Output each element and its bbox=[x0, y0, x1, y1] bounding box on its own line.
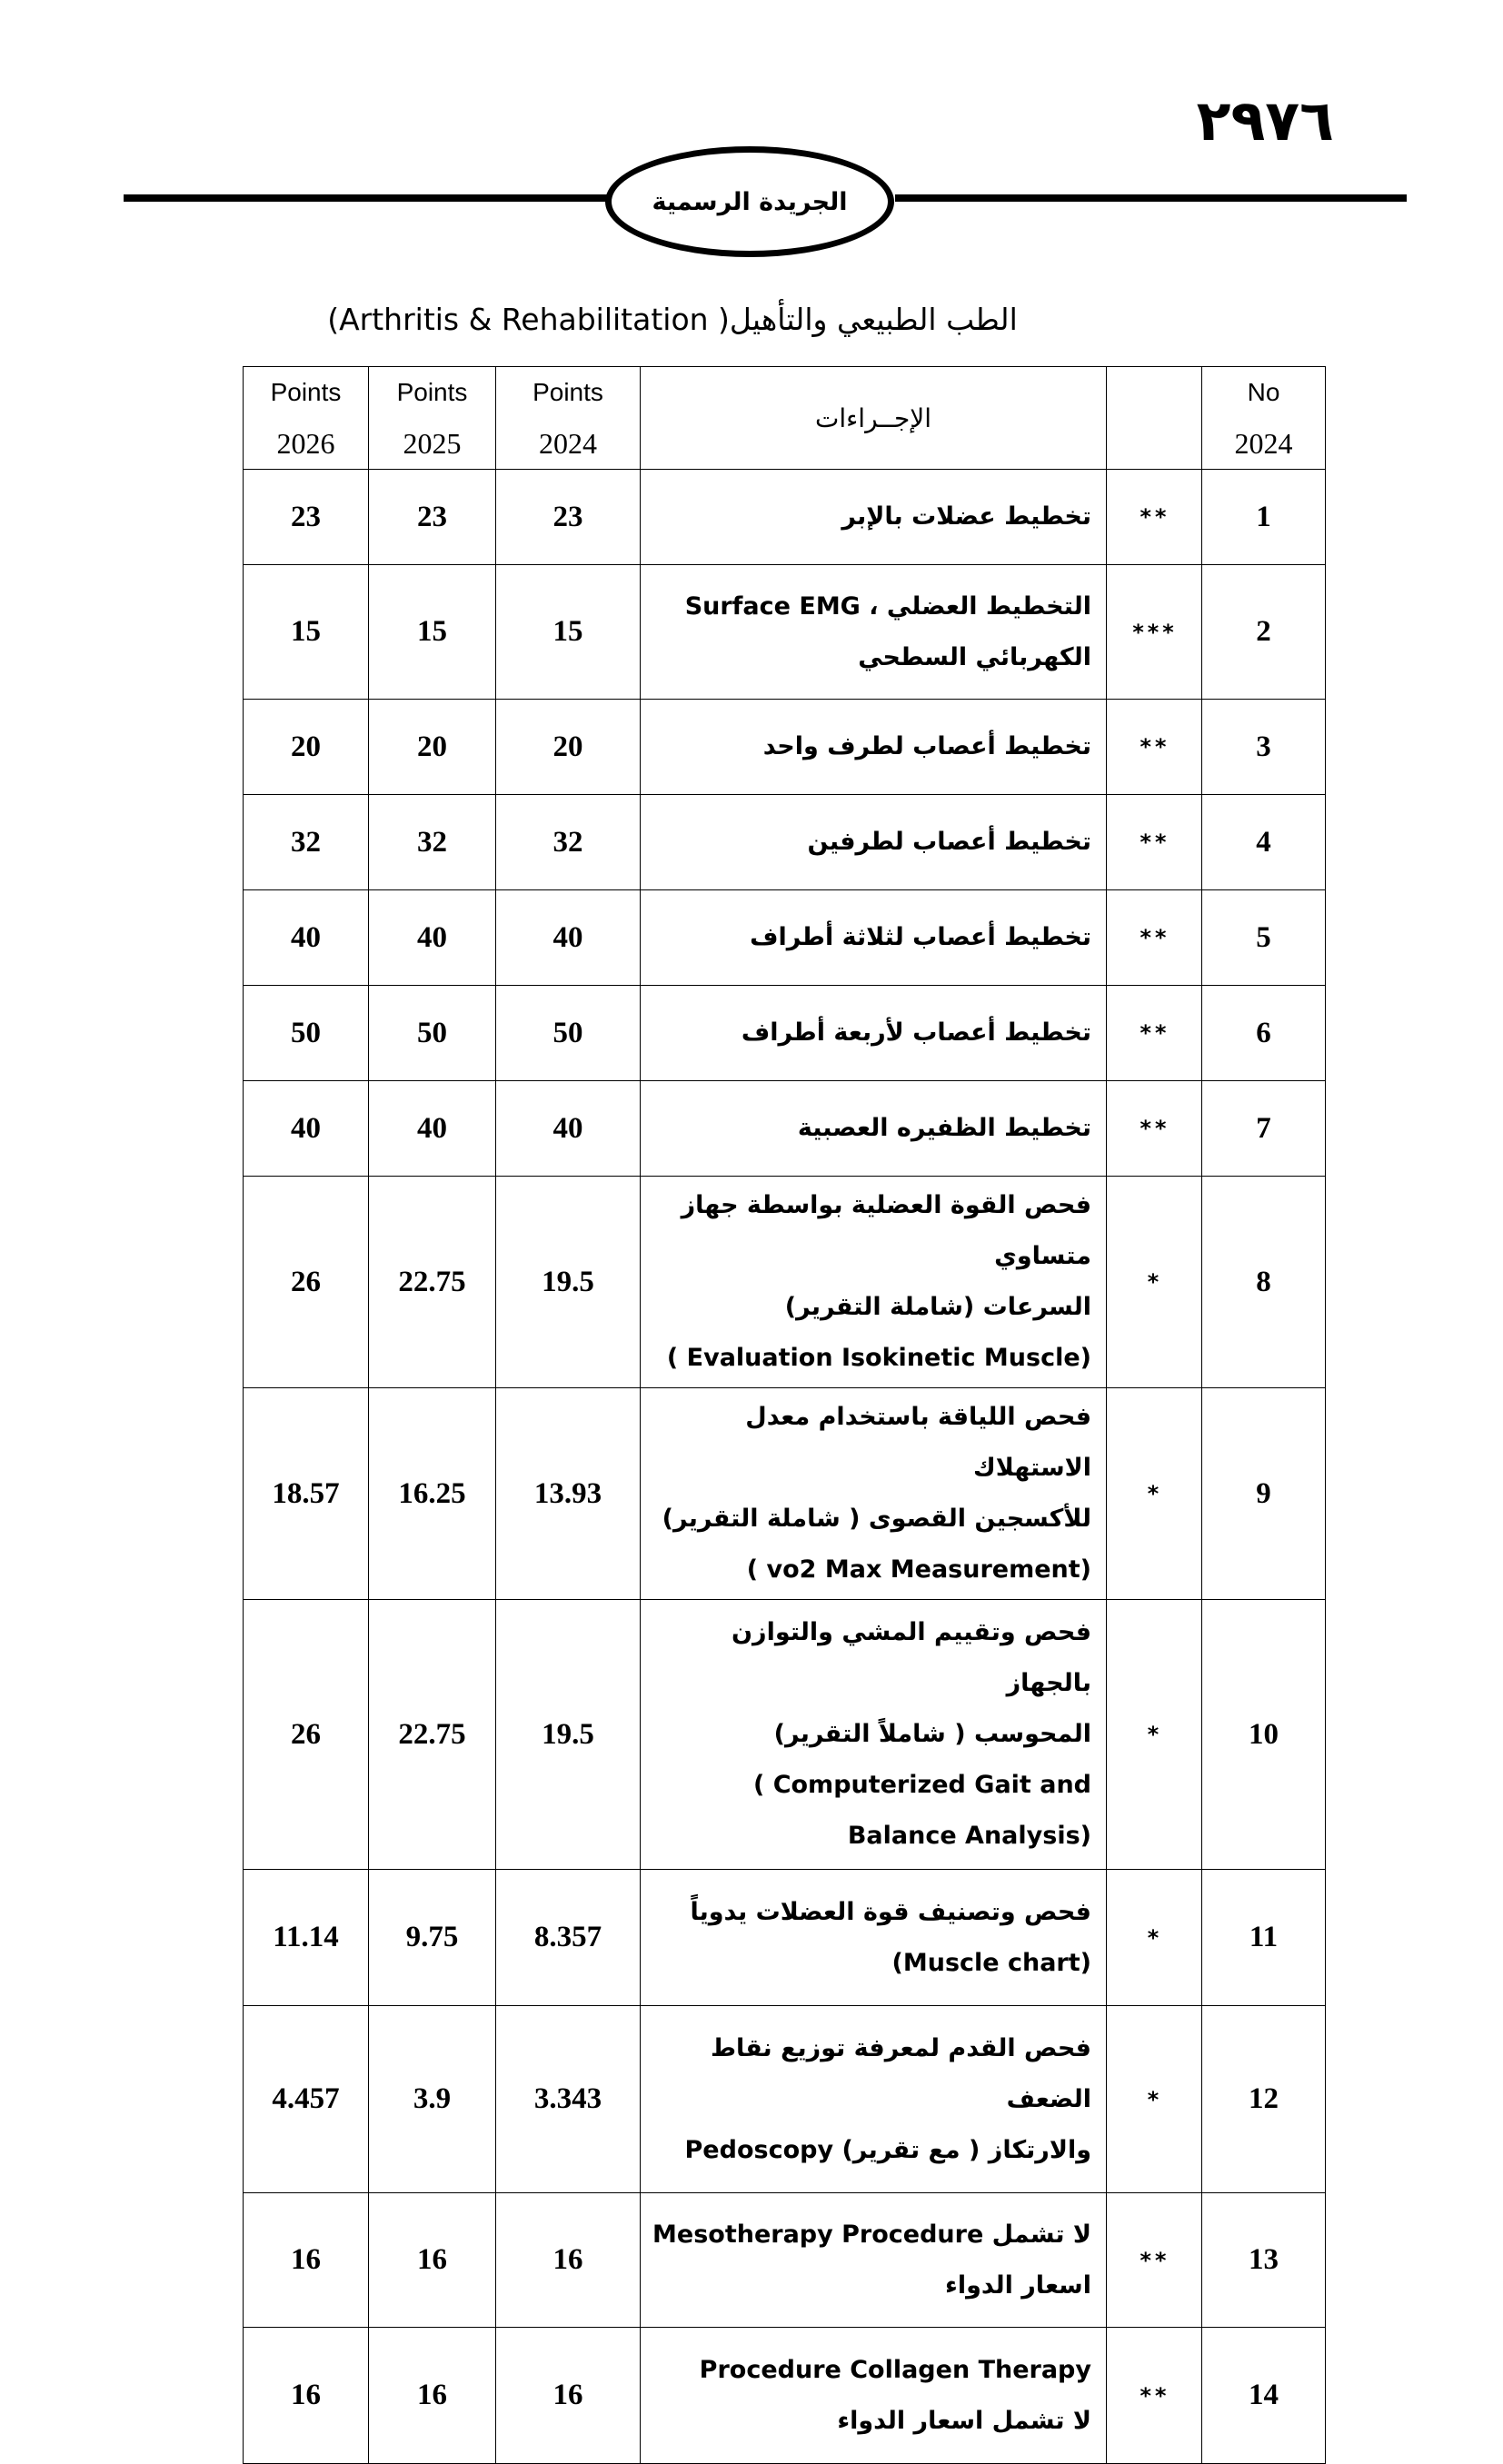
gazette-header-oval bbox=[605, 146, 894, 257]
points-2024-cell: 19.5 bbox=[496, 1600, 641, 1870]
table-row bbox=[244, 986, 1326, 1081]
points-2025-cell: 22.75 bbox=[369, 1177, 496, 1388]
points-2025-cell: 32 bbox=[369, 795, 496, 890]
points-2024-cell: 20 bbox=[496, 700, 641, 795]
category-mark-cell: * bbox=[1107, 1600, 1202, 1870]
row-number-cell: 5 bbox=[1202, 890, 1326, 986]
row-number-cell: 13 bbox=[1202, 2193, 1326, 2328]
points-2025-cell: 16.25 bbox=[369, 1388, 496, 1600]
procedure-cell bbox=[641, 795, 1107, 890]
points-2024-cell: 3.343 bbox=[496, 2006, 641, 2193]
points-2024-cell: 50 bbox=[496, 986, 641, 1081]
procedure-cell bbox=[641, 1870, 1107, 2006]
row-number-cell: 14 bbox=[1202, 2328, 1326, 2464]
header-points-2024-year: 2024 bbox=[539, 427, 597, 460]
category-mark-cell: ** bbox=[1107, 2193, 1202, 2328]
table-body bbox=[244, 470, 1326, 2464]
category-mark-cell: ** bbox=[1107, 986, 1202, 1081]
category-mark-cell: ** bbox=[1107, 1081, 1202, 1177]
procedure-line: Mesotherapy Procedure لا تشمل bbox=[652, 2220, 1091, 2249]
header-procedures bbox=[641, 367, 1107, 470]
procedure-line: فحص القدم لمعرفة توزيع نقاط الضعف bbox=[710, 2033, 1091, 2113]
procedure-line: تخطيط أعصاب لثلاثة أطراف bbox=[750, 923, 1091, 951]
header-points-2026-label: Points bbox=[270, 378, 342, 406]
points-2026-cell: 11.14 bbox=[244, 1870, 369, 2006]
table-row bbox=[244, 795, 1326, 890]
header-no-label: No bbox=[1247, 378, 1280, 406]
points-2026-cell: 50 bbox=[244, 986, 369, 1081]
category-mark-cell: ** bbox=[1107, 890, 1202, 986]
row-number-cell: 9 bbox=[1202, 1388, 1326, 1600]
points-2024-cell: 8.357 bbox=[496, 1870, 641, 2006]
header-rule-left bbox=[124, 194, 609, 202]
points-2026-cell: 15 bbox=[244, 565, 369, 700]
points-2024-cell: 16 bbox=[496, 2328, 641, 2464]
row-number-cell: 6 bbox=[1202, 986, 1326, 1081]
table-row bbox=[244, 700, 1326, 795]
header-mark bbox=[1107, 367, 1202, 470]
points-2025-cell: 40 bbox=[369, 890, 496, 986]
header-points-2026-year: 2026 bbox=[276, 427, 335, 460]
points-2026-cell: 4.457 bbox=[244, 2006, 369, 2193]
procedure-line: السرعات (شاملة التقرير) bbox=[784, 1293, 1091, 1321]
row-number-cell: 4 bbox=[1202, 795, 1326, 890]
row-number-cell: 1 bbox=[1202, 470, 1326, 565]
points-2025-cell: 16 bbox=[369, 2193, 496, 2328]
points-2025-cell: 20 bbox=[369, 700, 496, 795]
points-2026-cell: 32 bbox=[244, 795, 369, 890]
table-row bbox=[244, 1081, 1326, 1177]
procedure-line: الكهربائي السطحي bbox=[858, 642, 1091, 671]
procedure-line: Procedure Collagen Therapy bbox=[699, 2355, 1091, 2384]
points-2024-cell: 15 bbox=[496, 565, 641, 700]
points-2025-cell: 22.75 bbox=[369, 1600, 496, 1870]
procedure-line: للأكسجين القصوى ( شاملة التقرير) bbox=[662, 1505, 1091, 1533]
procedure-line: (Muscle chart) bbox=[891, 1948, 1091, 1977]
procedure-line: فحص وتصنيف قوة العضلات يدوياً bbox=[690, 1897, 1091, 1926]
table-row bbox=[244, 2006, 1326, 2193]
procedure-cell bbox=[641, 1600, 1107, 1870]
procedure-cell bbox=[641, 1388, 1107, 1600]
points-2025-cell: 9.75 bbox=[369, 1870, 496, 2006]
procedure-cell bbox=[641, 2193, 1107, 2328]
procedure-line: المحوسب ( شاملاً التقرير) bbox=[773, 1720, 1091, 1748]
points-2025-cell: 40 bbox=[369, 1081, 496, 1177]
procedure-line: تخطيط أعصاب لطرف واحد bbox=[762, 732, 1091, 760]
procedure-line: لا تشمل اسعار الدواء bbox=[837, 2406, 1091, 2435]
category-mark-cell: ** bbox=[1107, 2328, 1202, 2464]
category-mark-cell: ** bbox=[1107, 470, 1202, 565]
row-number-cell: 10 bbox=[1202, 1600, 1326, 1870]
category-mark-cell: ** bbox=[1107, 795, 1202, 890]
points-2026-cell: 16 bbox=[244, 2328, 369, 2464]
procedure-cell bbox=[641, 565, 1107, 700]
points-2026-cell: 16 bbox=[244, 2193, 369, 2328]
procedure-cell bbox=[641, 1177, 1107, 1388]
points-2024-cell: 19.5 bbox=[496, 1177, 641, 1388]
category-mark-cell: * bbox=[1107, 1177, 1202, 1388]
points-2024-cell: 40 bbox=[496, 1081, 641, 1177]
procedure-cell bbox=[641, 2006, 1107, 2193]
page-number: ٢٩٧٦ bbox=[1196, 87, 1334, 154]
header-points-2025-year: 2025 bbox=[403, 427, 462, 460]
procedure-line: تخطيط عضلات بالإبر bbox=[841, 502, 1091, 531]
category-mark-cell: ** bbox=[1107, 700, 1202, 795]
category-mark-cell: * bbox=[1107, 2006, 1202, 2193]
table-row bbox=[244, 890, 1326, 986]
table-row bbox=[244, 565, 1326, 700]
procedure-line: فحص اللياقة باستخدام معدل الاستهلاك bbox=[745, 1403, 1091, 1482]
procedure-line: فحص وتقييم المشي والتوازن بالجهاز bbox=[732, 1618, 1091, 1697]
points-2024-cell: 23 bbox=[496, 470, 641, 565]
procedures-table bbox=[243, 366, 1326, 2464]
points-2026-cell: 23 bbox=[244, 470, 369, 565]
procedure-line: Balance Analysis) bbox=[847, 1822, 1091, 1850]
procedure-cell bbox=[641, 470, 1107, 565]
points-2025-cell: 16 bbox=[369, 2328, 496, 2464]
category-mark-cell: * bbox=[1107, 1388, 1202, 1600]
row-number-cell: 3 bbox=[1202, 700, 1326, 795]
points-2026-cell: 26 bbox=[244, 1600, 369, 1870]
procedure-line: اسعار الدواء bbox=[945, 2270, 1091, 2300]
header-no bbox=[1202, 367, 1326, 470]
procedure-cell bbox=[641, 986, 1107, 1081]
points-2026-cell: 20 bbox=[244, 700, 369, 795]
row-number-cell: 11 bbox=[1202, 1870, 1326, 2006]
procedure-line: ( vo2 Max Measurement) bbox=[746, 1555, 1091, 1584]
procedure-line: تخطيط أعصاب لأربعة أطراف bbox=[741, 1018, 1091, 1047]
points-2024-cell: 13.93 bbox=[496, 1388, 641, 1600]
table-row bbox=[244, 470, 1326, 565]
points-2026-cell: 40 bbox=[244, 1081, 369, 1177]
header-no-year: 2024 bbox=[1234, 427, 1293, 460]
procedure-line: والارتكاز ( مع تقرير) Pedoscopy bbox=[684, 2135, 1091, 2164]
category-mark-cell: *** bbox=[1107, 565, 1202, 700]
points-2026-cell: 40 bbox=[244, 890, 369, 986]
procedure-cell bbox=[641, 2328, 1107, 2464]
header-points-2024 bbox=[496, 367, 641, 470]
points-2025-cell: 50 bbox=[369, 986, 496, 1081]
table-row bbox=[244, 1388, 1326, 1600]
table-row bbox=[244, 1600, 1326, 1870]
table-header-row bbox=[244, 367, 1326, 470]
row-number-cell: 2 bbox=[1202, 565, 1326, 700]
header-points-2025-label: Points bbox=[396, 378, 468, 406]
procedure-line: ( Evaluation Isokinetic Muscle) bbox=[666, 1344, 1091, 1372]
procedure-line: ( Computerized Gait and bbox=[752, 1771, 1091, 1799]
procedure-cell bbox=[641, 890, 1107, 986]
table-row bbox=[244, 1177, 1326, 1388]
header-points-2025 bbox=[369, 367, 496, 470]
points-2025-cell: 15 bbox=[369, 565, 496, 700]
points-2024-cell: 32 bbox=[496, 795, 641, 890]
header-rule-right bbox=[895, 194, 1407, 202]
header-points-2026 bbox=[244, 367, 369, 470]
header-procedures-label: الإجــراءات bbox=[815, 402, 931, 433]
points-2025-cell: 3.9 bbox=[369, 2006, 496, 2193]
header-points-2024-label: Points bbox=[533, 378, 603, 406]
points-2026-cell: 18.57 bbox=[244, 1388, 369, 1600]
gazette-name: الجريدة الرسمية bbox=[652, 187, 848, 216]
procedure-line: فحص القوة العضلية بواسطة جهاز متساوي bbox=[681, 1191, 1091, 1270]
procedure-cell bbox=[641, 700, 1107, 795]
procedure-line: تخطيط الظفيره العصبية bbox=[797, 1114, 1091, 1142]
points-2026-cell: 26 bbox=[244, 1177, 369, 1388]
table-row bbox=[244, 2193, 1326, 2328]
points-2025-cell: 23 bbox=[369, 470, 496, 565]
procedure-line: Surface EMG ، التخطيط العضلي bbox=[684, 591, 1091, 621]
table-row bbox=[244, 1870, 1326, 2006]
section-title: الطب الطبيعي والتأهيل( Arthritis & Rehabilitation) bbox=[327, 302, 1018, 337]
points-2024-cell: 40 bbox=[496, 890, 641, 986]
row-number-cell: 12 bbox=[1202, 2006, 1326, 2193]
procedure-line: تخطيط أعصاب لطرفين bbox=[807, 828, 1091, 856]
points-2024-cell: 16 bbox=[496, 2193, 641, 2328]
category-mark-cell: * bbox=[1107, 1870, 1202, 2006]
table-row bbox=[244, 2328, 1326, 2464]
row-number-cell: 8 bbox=[1202, 1177, 1326, 1388]
row-number-cell: 7 bbox=[1202, 1081, 1326, 1177]
procedure-cell bbox=[641, 1081, 1107, 1177]
